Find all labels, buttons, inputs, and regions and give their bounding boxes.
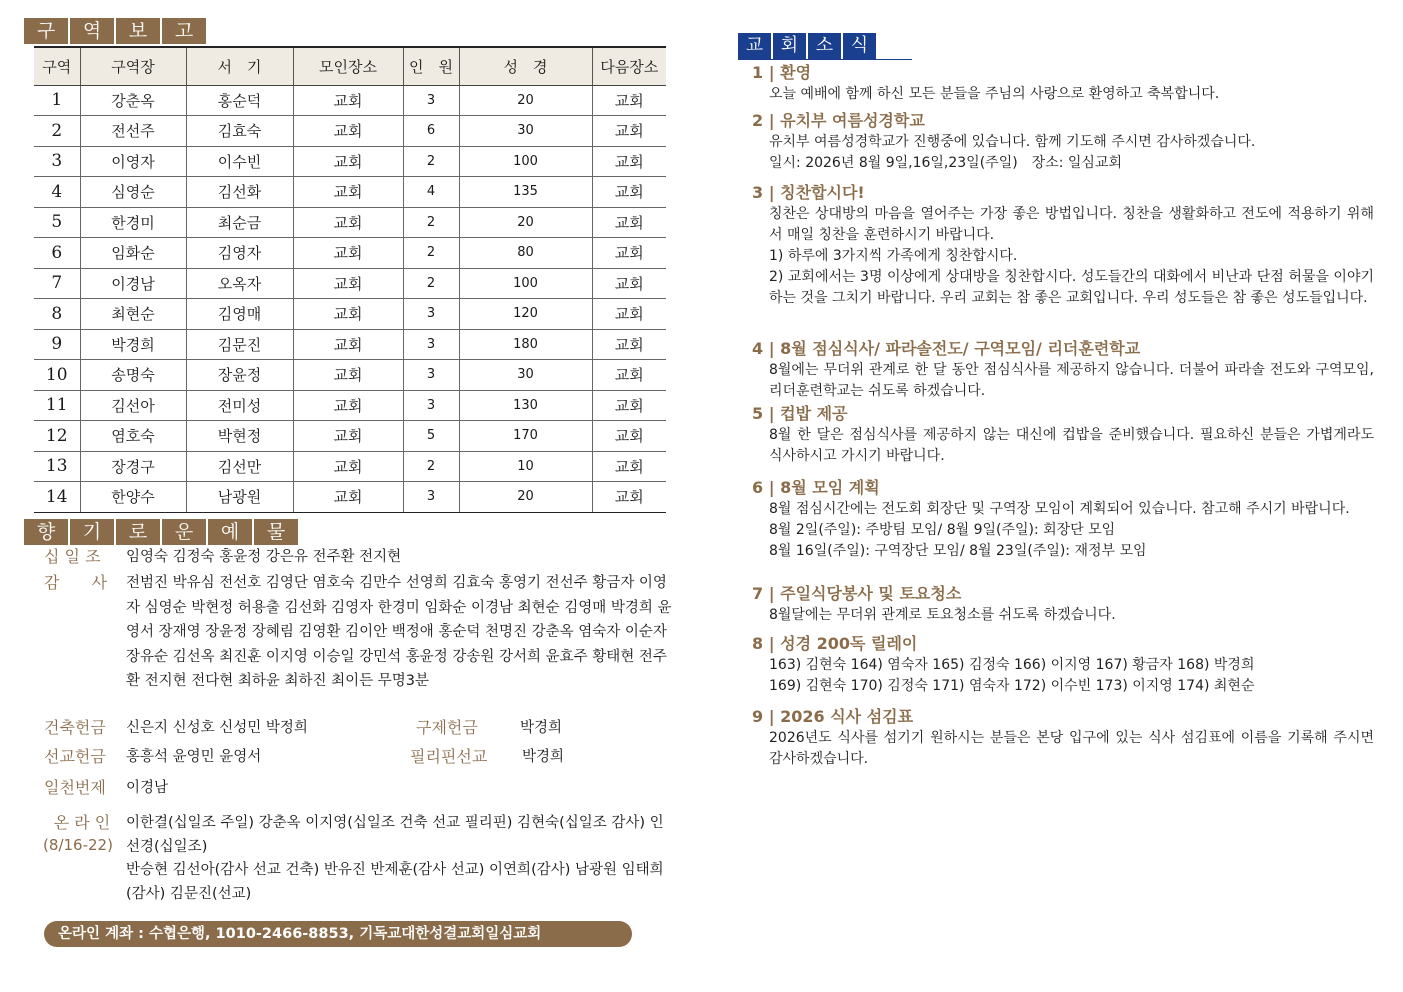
table-cell: 교회: [293, 482, 403, 513]
table-cell: 30: [459, 360, 592, 391]
table-cell: 교회: [592, 238, 666, 269]
online-row: [30, 812, 672, 906]
table-cell: 한경미: [80, 207, 186, 238]
philippines-names: 박경희: [522, 749, 565, 765]
offering-header: [24, 519, 300, 545]
table-cell: 2: [403, 238, 459, 269]
news-body-line: 2026년도 식사를 섬기기 원하시는 분들은 본당 입구에 있는 식사 섬김표에 이름을 기록해 주시면 감사하겠습니다.: [769, 730, 1374, 767]
tithe-label: 십 일 조: [44, 547, 101, 566]
online-label: 온 라 인: [53, 813, 111, 832]
table-row: [34, 177, 666, 208]
news-item: [752, 403, 1374, 467]
news-body-line: 2) 교회에서는 3명 이상에게 상대방을 칭찬합시다. 성도들간의 대화에서 비난과 단점 허물을 이야기하는 것을 그치기 바랍니다. 우리 교회는 참 좋은 교회입니다. 우리 성도들은 참 좋은 성도들입니다.: [769, 269, 1374, 306]
mission-row: [30, 745, 642, 769]
table-cell: 4: [34, 177, 80, 208]
table-cell: 5: [403, 421, 459, 452]
table-cell: 박현정: [186, 421, 293, 452]
thanks-label: 감 사: [44, 573, 107, 592]
news-body: [752, 360, 1374, 402]
tithe-names: 임영숙 김정숙 홍윤정 강은유 전주환 전지현: [126, 549, 402, 565]
table-cell: 교회: [592, 360, 666, 391]
table-row: [34, 146, 666, 177]
table-cell: 김영매: [186, 299, 293, 330]
table-cell: 교회: [293, 421, 403, 452]
table-row: [34, 268, 666, 299]
table-cell: 한양수: [80, 482, 186, 513]
table-row: [34, 390, 666, 421]
table-cell: 이경남: [80, 268, 186, 299]
table-cell: 80: [459, 238, 592, 269]
table-cell: 김선아: [80, 390, 186, 421]
table-cell: 12: [34, 421, 80, 452]
news-body: [752, 499, 1374, 562]
news-item: [752, 477, 1374, 562]
news-body-line: 일시: 2026년 8월 9일,16일,23일(주일) 장소: 일심교회: [769, 155, 1122, 171]
mission-label: 선교헌금: [44, 747, 106, 766]
table-cell: 180: [459, 329, 592, 360]
table-cell: 교회: [293, 329, 403, 360]
header-char: 구: [24, 18, 68, 44]
table-cell: 이영자: [80, 146, 186, 177]
table-row: [34, 360, 666, 391]
news-title: 6 | 8월 모임 계획: [752, 478, 880, 497]
thanks-row: [30, 571, 672, 694]
header-char: 보: [116, 18, 160, 44]
news-body: [752, 84, 1374, 105]
news-body-line: 유치부 여름성경학교가 진행중에 있습니다. 함께 기도해 주시면 감사하겠습니다.: [769, 134, 1256, 150]
table-cell: 교회: [293, 238, 403, 269]
online-names: [126, 812, 672, 906]
table-cell: 교회: [592, 177, 666, 208]
thanks-names: 전범진 박유심 전선호 김영단 염호숙 김만수 선영희 김효숙 홍영기 전선주 황금자 이영자 심영순 박현정 허용출 김선화 김영자 한경미 임화순 이경남 최현순 김영매 박경희 윤영서 장재영 장윤정 장혜림 김영환 김이안 백정애 홍순덕 천명진 강춘옥 염숙자 이순자 장유순 김선옥 최진훈 이지영 이승일 강민석 홍윤정 강송원 강서희 윤효주 황태현 전주환 전지현 전다현 최하윤 최하진 최이든 무명3분: [126, 575, 672, 690]
building-names: 신은지 신성호 신성민 박정희: [126, 720, 308, 736]
table-row: [34, 482, 666, 513]
header-char: 예: [208, 519, 252, 545]
column-header: 서 기: [186, 47, 293, 85]
news-body: [752, 425, 1374, 467]
table-cell: 임화순: [80, 238, 186, 269]
column-header: 구역장: [80, 47, 186, 85]
news-body-line: 오늘 예배에 함께 하신 모든 분들을 주님의 사랑으로 환영하고 축복합니다.: [769, 86, 1220, 102]
table-cell: 교회: [592, 390, 666, 421]
building-label: 건축헌금: [44, 718, 106, 737]
table-cell: 2: [403, 451, 459, 482]
news-body-line: 8월달에는 무더위 관계로 토요청소를 쉬도록 하겠습니다.: [769, 607, 1116, 623]
header-char: 향: [24, 519, 68, 545]
table-cell: 교회: [293, 390, 403, 421]
table-cell: 전미성: [186, 390, 293, 421]
table-cell: 2: [403, 146, 459, 177]
table-cell: 교회: [592, 268, 666, 299]
table-cell: 교회: [592, 451, 666, 482]
online-names-1: 이한결(십일조 주일) 강춘옥 이지영(십일조 건축 선교 필리핀) 김현숙(십일조 감사) 인선경(십일조): [126, 815, 664, 855]
table-cell: 오옥자: [186, 268, 293, 299]
mission-names: 홍흥석 윤영민 윤영서: [126, 749, 262, 765]
table-row: [34, 238, 666, 269]
table-cell: 2: [403, 268, 459, 299]
news-title: 1 | 환영: [752, 63, 812, 82]
table-cell: 교회: [592, 421, 666, 452]
table-cell: 김선화: [186, 177, 293, 208]
table-header-row: [34, 47, 666, 85]
table-cell: 교회: [293, 116, 403, 147]
table-cell: 교회: [592, 146, 666, 177]
online-label-block: [30, 812, 126, 906]
table-cell: 김영자: [186, 238, 293, 269]
news-title: 4 | 8월 점심식사/ 파라솔전도/ 구역모임/ 리더훈련학교: [752, 339, 1141, 358]
news-body: [752, 204, 1374, 309]
building-row: [30, 716, 640, 740]
table-cell: 3: [403, 85, 459, 116]
table-cell: 염호숙: [80, 421, 186, 452]
table-cell: 교회: [293, 299, 403, 330]
header-char: 회: [773, 33, 806, 59]
news-title: 3 | 칭찬합시다!: [752, 183, 865, 202]
news-title: 8 | 성경 200독 릴레이: [752, 634, 918, 653]
header-char: 소: [808, 33, 841, 59]
first-offering-label: 일천번제: [44, 778, 106, 797]
table-cell: 이수빈: [186, 146, 293, 177]
table-cell: 7: [34, 268, 80, 299]
table-cell: 20: [459, 207, 592, 238]
table-row: [34, 451, 666, 482]
table-cell: 9: [34, 329, 80, 360]
table-cell: 3: [403, 329, 459, 360]
table-cell: 교회: [293, 360, 403, 391]
news-item: [752, 62, 1374, 105]
news-body-line: 8월 점심시간에는 전도회 회장단 및 구역장 모임이 계획되어 있습니다. 참고해 주시기 바랍니다.: [769, 501, 1350, 517]
relief-label: 구제헌금: [416, 718, 478, 737]
news-item: [752, 110, 1374, 174]
table-cell: 2: [403, 207, 459, 238]
news-body-line: 1) 하루에 3가지씩 가족에게 칭찬합시다.: [769, 248, 1018, 264]
table-cell: 교회: [592, 299, 666, 330]
table-cell: 5: [34, 207, 80, 238]
table-cell: 3: [403, 390, 459, 421]
news-body-line: 8월 한 달은 점심식사를 제공하지 않는 대신에 컵밥을 준비했습니다. 필요하신 분들은 가볍게라도 식사하시고 가시기 바랍니다.: [769, 427, 1374, 464]
table-cell: 교회: [293, 146, 403, 177]
news-body-line: 칭찬은 상대방의 마음을 열어주는 가장 좋은 방법입니다. 칭찬을 생활화하고 전도에 적용하기 위해서 매일 칭찬을 훈련하시기 바랍니다.: [769, 206, 1374, 243]
table-cell: 130: [459, 390, 592, 421]
header-char: 고: [162, 18, 206, 44]
news-body-line: 163) 김현숙 164) 염숙자 165) 김정숙 166) 이지영 167) 황금자 168) 박경희: [769, 657, 1255, 673]
table-cell: 6: [34, 238, 80, 269]
news-item: [752, 633, 1374, 697]
header-char: 역: [70, 18, 114, 44]
table-cell: 3: [403, 482, 459, 513]
table-cell: 교회: [592, 116, 666, 147]
district-report-header: [24, 18, 208, 44]
column-header: 다음장소: [592, 47, 666, 85]
header-char: 운: [162, 519, 206, 545]
news-item: [752, 706, 1374, 770]
table-cell: 20: [459, 482, 592, 513]
news-body-line: 8월 16일(주일): 구역장단 모임/ 8월 23일(주일): 재정부 모임: [769, 543, 1147, 559]
table-cell: 14: [34, 482, 80, 513]
news-body-line: 169) 김현숙 170) 김정숙 171) 염숙자 172) 이수빈 173) 이지영 174) 최현순: [769, 678, 1255, 694]
table-cell: 김문진: [186, 329, 293, 360]
news-body-line: 8월 2일(주일): 주방팀 모임/ 8월 9일(주일): 회장단 모임: [769, 522, 1116, 538]
table-cell: 100: [459, 268, 592, 299]
table-row: [34, 329, 666, 360]
online-period: (8/16-22): [43, 836, 113, 854]
table-cell: 8: [34, 299, 80, 330]
table-cell: 3: [34, 146, 80, 177]
table-cell: 교회: [293, 177, 403, 208]
online-account-bar: 온라인 계좌 : 수협은행, 1010-2466-8853, 기독교대한성결교회일심교회: [44, 921, 632, 947]
news-title: 7 | 주일식당봉사 및 토요청소: [752, 584, 962, 603]
first-offering-row: [30, 776, 672, 800]
table-cell: 김선만: [186, 451, 293, 482]
table-cell: 교회: [592, 207, 666, 238]
table-cell: 교회: [293, 207, 403, 238]
table-cell: 최순금: [186, 207, 293, 238]
table-cell: 135: [459, 177, 592, 208]
news-item: [752, 338, 1374, 402]
table-cell: 교회: [293, 85, 403, 116]
table-cell: 교회: [293, 451, 403, 482]
table-cell: 11: [34, 390, 80, 421]
table-cell: 10: [459, 451, 592, 482]
header-char: 물: [254, 519, 298, 545]
table-cell: 120: [459, 299, 592, 330]
table-cell: 장경구: [80, 451, 186, 482]
news-body: [752, 605, 1374, 626]
table-cell: 전선주: [80, 116, 186, 147]
column-header: 성 경: [459, 47, 592, 85]
online-names-2: 반승현 김선아(감사 선교 건축) 반유진 반제훈(감사 선교) 이연희(감사) 남광원 임태희(감사) 김문진(선교): [126, 862, 664, 902]
table-cell: 홍순덕: [186, 85, 293, 116]
table-row: [34, 299, 666, 330]
table-cell: 교회: [592, 482, 666, 513]
column-header: 모인장소: [293, 47, 403, 85]
table-cell: 170: [459, 421, 592, 452]
table-cell: 3: [403, 299, 459, 330]
table-cell: 김효숙: [186, 116, 293, 147]
table-cell: 30: [459, 116, 592, 147]
table-row: [34, 207, 666, 238]
table-cell: 교회: [293, 268, 403, 299]
table-cell: 13: [34, 451, 80, 482]
table-cell: 심영순: [80, 177, 186, 208]
table-cell: 2: [34, 116, 80, 147]
district-table: [34, 46, 666, 513]
table-cell: 10: [34, 360, 80, 391]
table-cell: 남광원: [186, 482, 293, 513]
news-title: 5 | 컵밥 제공: [752, 404, 848, 423]
philippines-label: 필리핀선교: [410, 747, 488, 766]
table-cell: 송명숙: [80, 360, 186, 391]
news-body: [752, 132, 1374, 174]
table-row: [34, 421, 666, 452]
table-cell: 6: [403, 116, 459, 147]
news-body: [752, 728, 1374, 770]
table-cell: 최현순: [80, 299, 186, 330]
news-title: 2 | 유치부 여름성경학교: [752, 111, 925, 130]
relief-names: 박경희: [520, 720, 563, 736]
table-cell: 4: [403, 177, 459, 208]
church-news-header: [738, 33, 878, 59]
table-row: [34, 116, 666, 147]
table-cell: 교회: [592, 85, 666, 116]
table-cell: 20: [459, 85, 592, 116]
news-body: [752, 655, 1374, 697]
table-cell: 100: [459, 146, 592, 177]
column-header: 인 원: [403, 47, 459, 85]
column-header: 구역: [34, 47, 80, 85]
header-char: 로: [116, 519, 160, 545]
table-cell: 1: [34, 85, 80, 116]
header-char: 교: [738, 33, 771, 59]
news-item: [752, 583, 1374, 626]
news-body-line: 8월에는 무더위 관계로 한 달 동안 점심식사를 제공하지 않습니다. 더불어 파라솔 전도와 구역모임, 리더훈련학교는 쉬도록 하겠습니다.: [769, 362, 1374, 399]
table-cell: 박경희: [80, 329, 186, 360]
header-char: 기: [70, 519, 114, 545]
table-cell: 장윤정: [186, 360, 293, 391]
first-offering-names: 이경남: [126, 780, 169, 796]
news-header-underline: [738, 59, 912, 60]
header-char: 식: [843, 33, 876, 59]
news-title: 9 | 2026 식사 섬김표: [752, 707, 914, 726]
tithe-row: [30, 545, 672, 569]
table-row: [34, 85, 666, 116]
table-cell: 교회: [592, 329, 666, 360]
news-item: [752, 182, 1374, 309]
table-cell: 강춘옥: [80, 85, 186, 116]
table-cell: 3: [403, 360, 459, 391]
